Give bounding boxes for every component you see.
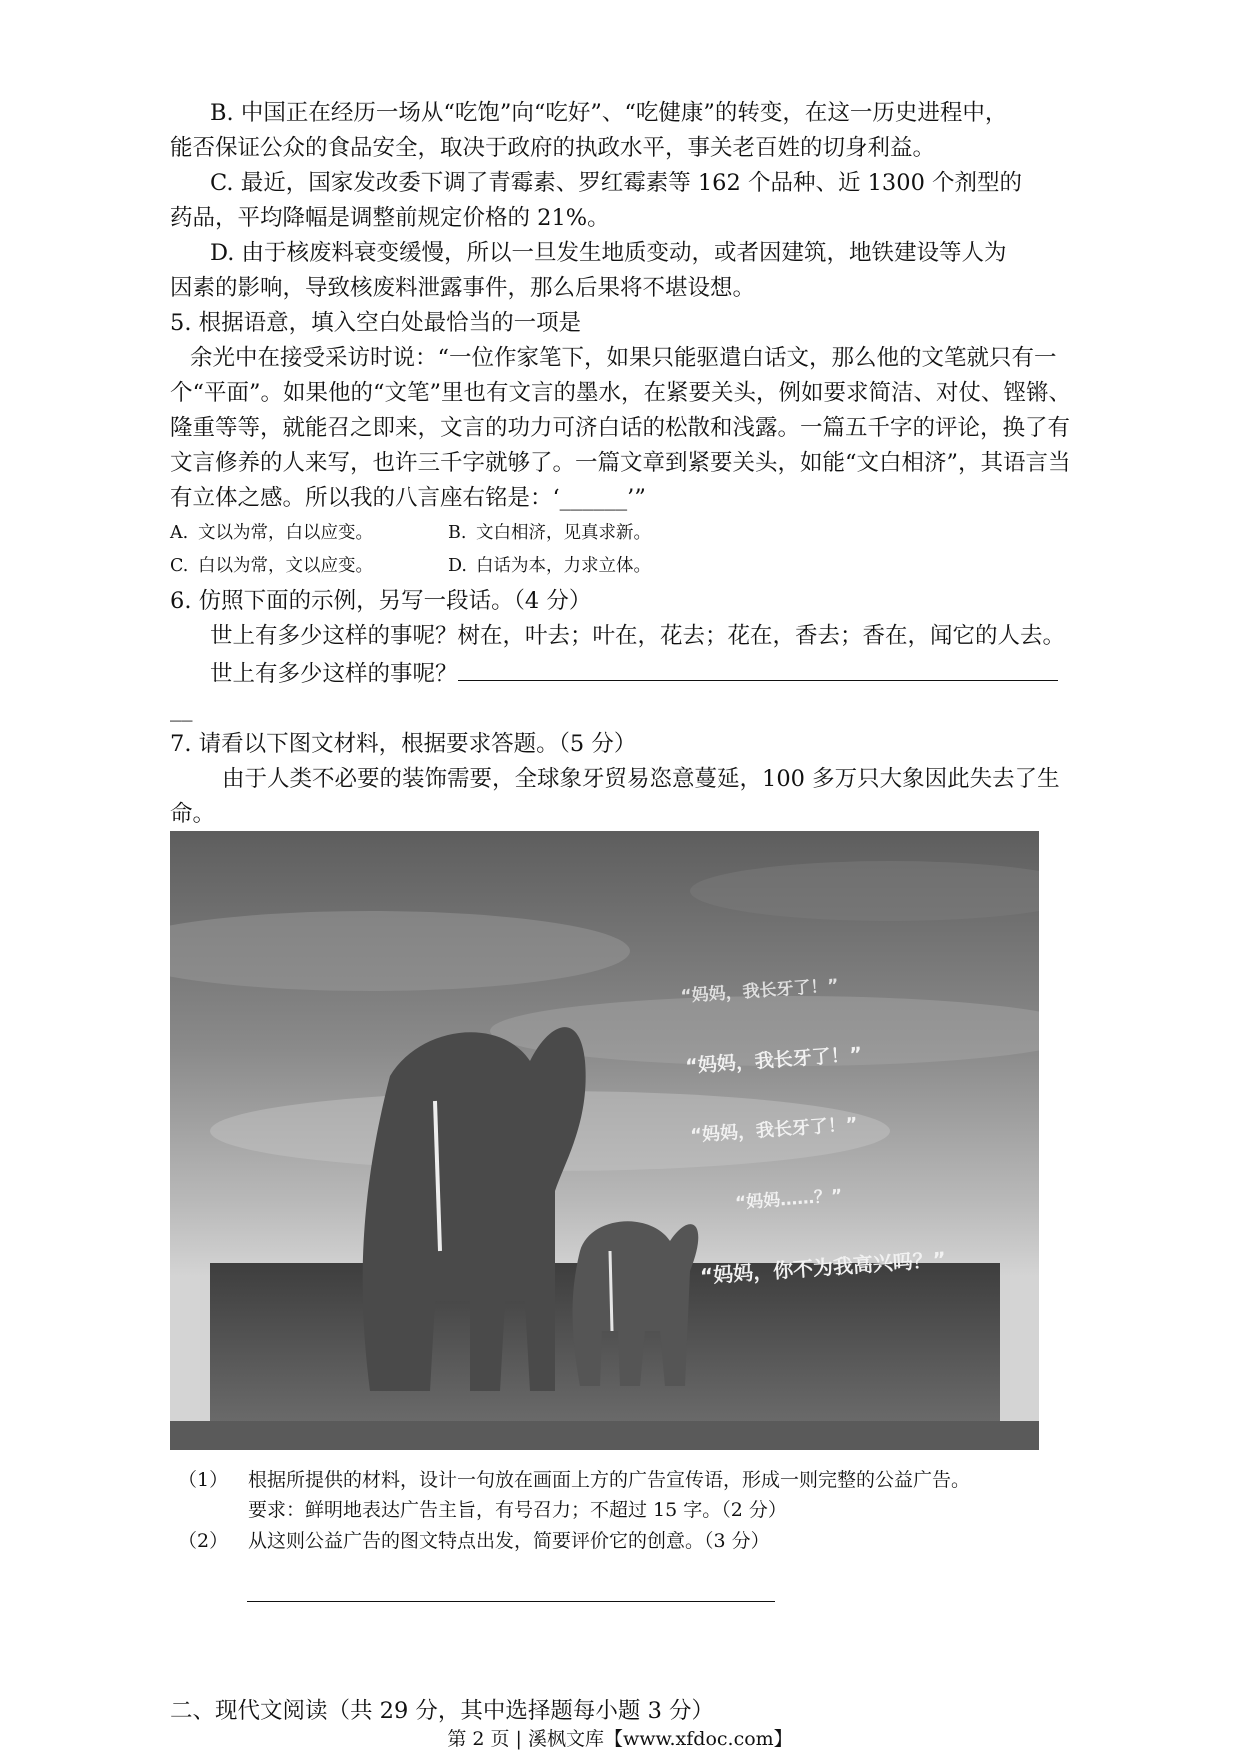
option-a xyxy=(170,518,448,549)
ad-caption: “妈妈，我长牙了！” xyxy=(689,1113,859,1147)
subquestion-requirement: 要求：鲜明地表达广告主旨，有号召力；不超过 15 字。（2 分） xyxy=(248,1499,787,1521)
answer-underline[interactable] xyxy=(458,654,1058,681)
subquestion-number: （1） xyxy=(178,1469,229,1491)
option-text: 白话为本，力求立体。 xyxy=(476,556,651,576)
option-text: 文以为常，白以应变。 xyxy=(198,523,373,543)
subquestion-number: （2） xyxy=(178,1530,229,1552)
option-key: B. xyxy=(448,523,467,543)
question-6-blank-tail: __ xyxy=(170,696,193,722)
ad-caption: “妈妈……？” xyxy=(734,1186,843,1214)
answer-line[interactable] xyxy=(247,1601,775,1602)
option-b-line2: 能否保证公众的食品安全，取决于政府的执政水平，事关老百姓的切身利益。 xyxy=(170,135,936,161)
option-key: A. xyxy=(170,523,189,543)
section-heading: 二、现代文阅读（共 29 分，其中选择题每小题 3 分） xyxy=(170,1698,715,1724)
adult-elephant xyxy=(363,1027,586,1391)
option-c xyxy=(170,551,448,582)
question-5-passage xyxy=(170,341,1090,516)
question-5-title: 5. 根据语意，填入空白处最恰当的一项是 xyxy=(170,310,582,336)
option-d-line2: 因素的影响，导致核废料泄露事件，那么后果将不堪设想。 xyxy=(170,275,756,301)
question-7-title: 7. 请看以下图文材料，根据要求答题。（5 分） xyxy=(170,731,637,757)
question-6-answer-line xyxy=(170,654,1090,692)
question-6-prompt: 世上有多少这样的事呢？ xyxy=(210,661,458,687)
option-b-line1: B. 中国正在经历一场从“吃饱”向“吃好”、“吃健康”的转变，在这一历史进程中， xyxy=(210,100,1008,126)
ground xyxy=(170,1421,1039,1450)
option-d xyxy=(448,551,726,582)
question-text xyxy=(170,96,1090,832)
question-6-example: 世上有多少这样的事呢？树在，叶去；叶在，花去；花在，香去；香在，闻它的人去。 xyxy=(210,623,1066,649)
option-d-line1: D. 由于核废料衰变缓慢，所以一旦发生地质变动，或者因建筑，地铁建设等人为 xyxy=(210,240,1007,266)
option-text: 白以为常，文以应变。 xyxy=(198,556,373,576)
option-c-line2: 药品，平均降幅是调整前规定价格的 21%。 xyxy=(170,205,610,231)
options-row-2 xyxy=(170,551,1090,582)
quote-close: ’” xyxy=(627,485,646,511)
baby-elephant xyxy=(573,1221,699,1386)
subquestion-text: 根据所提供的材料，设计一句放在画面上方的广告宣传语，形成一则完整的公益广告。 xyxy=(248,1469,971,1491)
question-7-passage: 由于人类不必要的装饰需要，全球象牙贸易恣意蔓延，100 多万只大象因此失去了生命。 xyxy=(170,766,1060,827)
option-b xyxy=(448,518,726,549)
ad-caption: “妈妈，我长牙了！” xyxy=(679,975,840,1007)
page-footer: 第 2 页 | 溪枫文库【www.xfdoc.com】 xyxy=(447,1728,793,1750)
option-text: 文白相济，见真求新。 xyxy=(476,523,651,543)
ad-captions xyxy=(678,941,1002,1311)
elephant-ad-image xyxy=(170,831,1039,1450)
options-row-1 xyxy=(170,518,1090,549)
subquestion-text: 从这则公益广告的图文特点出发，简要评价它的创意。（3 分） xyxy=(248,1530,770,1552)
subquestion-1 xyxy=(178,1465,1078,1527)
quote-open: ‘ xyxy=(552,485,560,511)
option-key: C. xyxy=(170,556,189,576)
subquestion-2 xyxy=(178,1526,1078,1558)
answer-blank: ______ xyxy=(559,485,628,511)
ad-caption: “妈妈，我长牙了！” xyxy=(684,1043,863,1078)
option-key: D. xyxy=(448,556,467,576)
question-6-title: 6. 仿照下面的示例，另写一段话。（4 分） xyxy=(170,588,592,614)
passage-text: 余光中在接受采访时说：“一位作家笔下，如果只能驱遣白话文，那么他的文笔就只有一个“平面”。如果他的“文笔”里也有文言的墨水，在紧要关头，例如要求简洁、对仗、铿锵、隆重等等，就能召之即来，文言的功力可济白话的松散和浅露。一篇五千字的评论，换了有文言修养的人来写，也许三千字就够了。一篇文章到紧要关头，如能“文白相济”，其语言当有立体之感。所以我的八言座右铭是： xyxy=(170,345,1072,511)
option-c-line1: C. 最近，国家发改委下调了青霉素、罗红霉素等 162 个品种、近 1300 个剂型的 xyxy=(210,170,1023,196)
ad-caption: “妈妈，你不为我高兴吗？” xyxy=(699,1246,947,1289)
baby-elephant-tail xyxy=(610,1251,612,1331)
